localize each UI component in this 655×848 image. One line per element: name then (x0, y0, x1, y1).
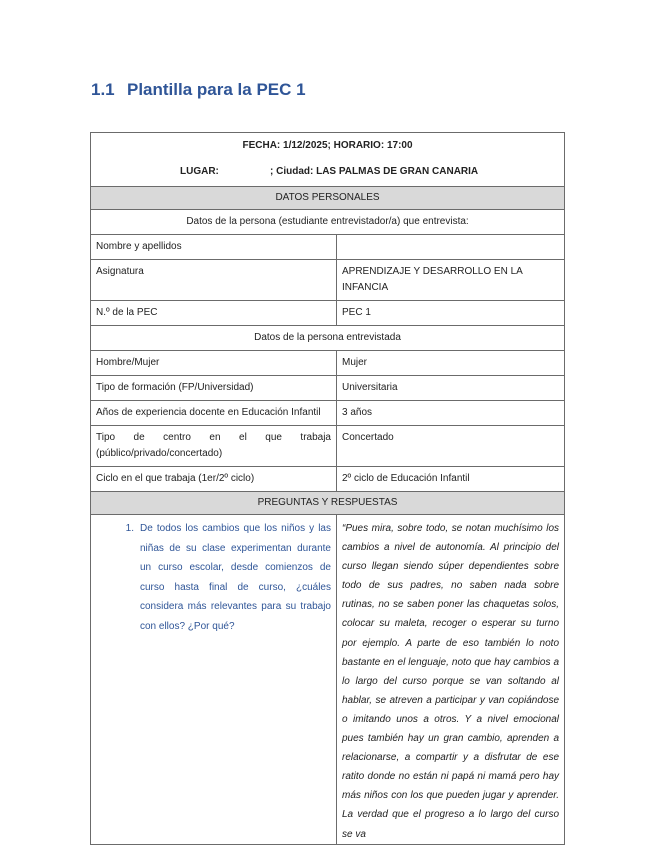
pec-template-table (90, 132, 565, 845)
row-value: Concertado (337, 426, 565, 467)
row-value: PEC 1 (337, 301, 565, 326)
table-row (91, 426, 565, 467)
table-row (91, 260, 565, 301)
row-label: Hombre/Mujer (91, 351, 337, 376)
header-row (91, 133, 565, 187)
row-value: APRENDIZAJE Y DESARROLLO EN LA INFANCIA (337, 260, 565, 301)
qa-section-title: PREGUNTAS Y RESPUESTAS (91, 492, 565, 515)
lugar-label: LUGAR: (180, 166, 219, 177)
row-value (337, 235, 565, 260)
row-value: Mujer (337, 351, 565, 376)
question-text: De todos los cambios que los niños y las niñas de su clase experimentan durante un curso escolar, desde comienzos de curso hasta final de curso, ¿cuáles considera más relevantes para su trabajo con ellos? ¿Por qué? (140, 523, 331, 632)
subtitle-row-interviewee (91, 326, 565, 351)
answer-cell: “Pues mira, sobre todo, se notan muchísimo los cambios a nivel de autonomía. Al principio del curso llegan siendo súper dependientes sobre todo de sus padres, no saben nada sobre rutinas, no se saben poner las chaquetas solos, colocar su maleta, recoger o esperar su turno por ejemplo. A parte de eso también lo noto bastante en el lenguaje, noto que hay cambios a lo largo del curso porque se van soltando al hablar, se atreven a participar y van copiándose o imitando unos a otros. Y a nivel emocional pues también hay un gran cambio, aprenden a relacionarse, a compartir y a disfrutar de ese ratito donde no están ni papá ni mamá pero hay más niños con los que pueden jugar y aprender. La verdad que el progreso a lo largo del curso se va (337, 515, 565, 845)
fecha-horario: FECHA: 1/12/2025; HORARIO: 17:00 (242, 140, 413, 151)
section-title: Plantilla para la PEC 1 (127, 80, 306, 99)
table-row (91, 376, 565, 401)
row-label: N.º de la PEC (91, 301, 337, 326)
section-row-personal (91, 187, 565, 210)
row-label: Tipo de formación (FP/Universidad) (91, 376, 337, 401)
subtitle-row-student (91, 210, 565, 235)
qa-row (91, 515, 565, 845)
table-row (91, 235, 565, 260)
table-row (91, 301, 565, 326)
section-heading (91, 80, 306, 100)
section-number: 1.1 (91, 80, 115, 99)
header-cell (91, 133, 565, 187)
table-row (91, 467, 565, 492)
row-value: Universitaria (337, 376, 565, 401)
table-row (91, 401, 565, 426)
row-label: Ciclo en el que trabaja (1er/2º ciclo) (91, 467, 337, 492)
row-label: Nombre y apellidos (91, 235, 337, 260)
section-row-qa (91, 492, 565, 515)
row-label: Tipo de centro en el que trabaja (público/privado/concertado) (91, 426, 337, 467)
question-cell (91, 515, 337, 845)
row-value: 3 años (337, 401, 565, 426)
ciudad: ; Ciudad: LAS PALMAS DE GRAN CANARIA (270, 166, 479, 177)
personal-section-title: DATOS PERSONALES (91, 187, 565, 210)
row-label: Asignatura (91, 260, 337, 301)
interviewee-subtitle: Datos de la persona entrevistada (91, 326, 565, 351)
student-subtitle: Datos de la persona (estudiante entrevistador/a) que entrevista: (91, 210, 565, 235)
row-label: Años de experiencia docente en Educación Infantil (91, 401, 337, 426)
lugar-line (96, 164, 559, 180)
row-value: 2º ciclo de Educación Infantil (337, 467, 565, 492)
question-number: 1. (125, 523, 134, 534)
table-row (91, 351, 565, 376)
